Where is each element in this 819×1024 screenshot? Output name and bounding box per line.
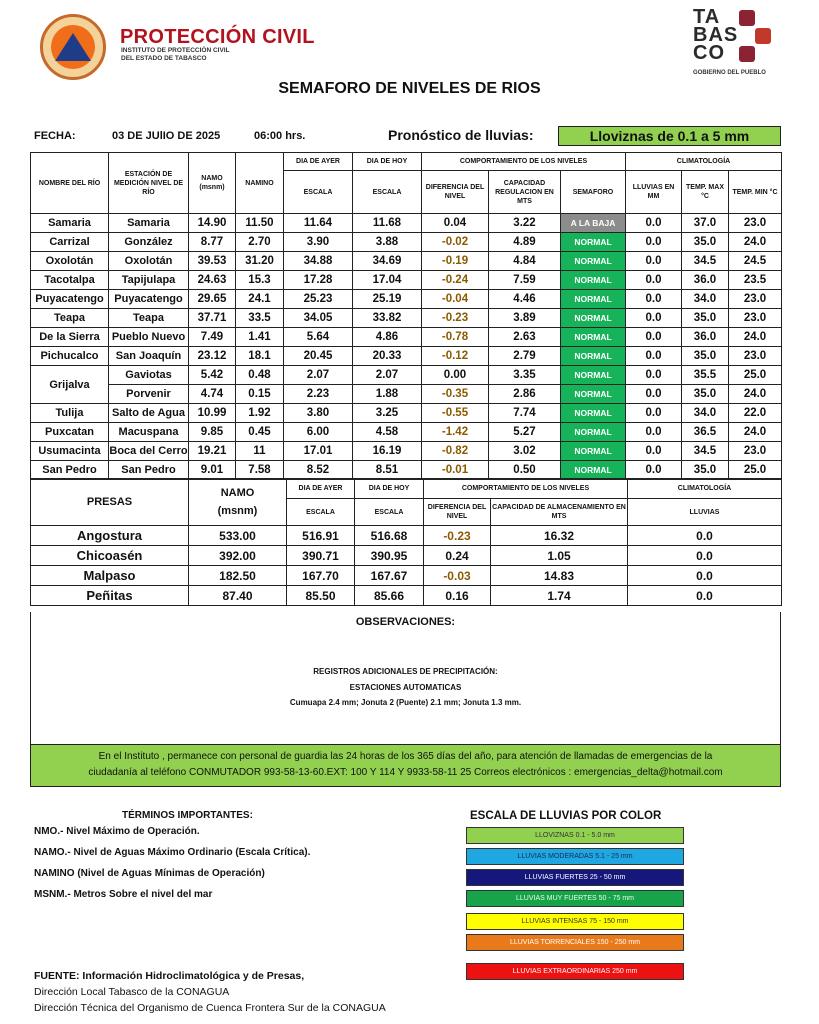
presa-row xyxy=(31,586,782,606)
rain-scale-item: LLUVIAS MODERADAS 5.1 - 25 mm xyxy=(466,848,684,865)
river-cell-cap: 7.59 xyxy=(489,271,561,290)
river-cell-hoy: 11.68 xyxy=(353,214,422,233)
river-row xyxy=(31,385,782,404)
term-namo: NAMO.- Nivel de Aguas Máximo Ordinario (Escala Crítica). xyxy=(34,847,311,858)
river-cell-estacion: Macuspana xyxy=(109,423,189,442)
river-cell-hoy: 4.58 xyxy=(353,423,422,442)
river-cell-ayer: 5.64 xyxy=(284,328,353,347)
col-diferencia: DIFERENCIA DEL NIVEL xyxy=(422,171,489,214)
river-cell-ayer: 34.05 xyxy=(284,309,353,328)
river-cell-namino: 18.1 xyxy=(236,347,284,366)
river-cell-tmin: 25.0 xyxy=(729,461,782,480)
river-cell-sem: NORMAL xyxy=(561,423,626,442)
river-cell-ayer: 20.45 xyxy=(284,347,353,366)
river-cell-estacion: González xyxy=(109,233,189,252)
river-cell-namino: 11.50 xyxy=(236,214,284,233)
river-cell-hoy: 3.88 xyxy=(353,233,422,252)
river-cell-namo: 23.12 xyxy=(189,347,236,366)
col-dia-hoy: DIA DE HOY xyxy=(353,153,422,171)
river-cell-cap: 3.89 xyxy=(489,309,561,328)
river-cell-rio: Tacotalpa xyxy=(31,271,109,290)
river-cell-dif: -0.82 xyxy=(422,442,489,461)
river-row xyxy=(31,328,782,347)
river-cell-hoy: 34.69 xyxy=(353,252,422,271)
river-cell-namo: 9.85 xyxy=(189,423,236,442)
river-cell-dif: -1.42 xyxy=(422,423,489,442)
river-cell-tmax: 36.0 xyxy=(682,271,729,290)
river-cell-hoy: 3.25 xyxy=(353,404,422,423)
col-lluvias: LLUVIAS EN MM xyxy=(626,171,682,214)
river-row xyxy=(31,271,782,290)
col-capacidad: CAPACIDAD REGULACION EN MTS xyxy=(489,171,561,214)
logo-square-icon xyxy=(755,28,771,44)
river-cell-namino: 1.92 xyxy=(236,404,284,423)
river-cell-sem: NORMAL xyxy=(561,347,626,366)
river-cell-hoy: 25.19 xyxy=(353,290,422,309)
river-cell-rio: Teapa xyxy=(31,309,109,328)
river-cell-hoy: 33.82 xyxy=(353,309,422,328)
river-cell-ll: 0.0 xyxy=(626,385,682,404)
river-cell-dif: -0.04 xyxy=(422,290,489,309)
river-cell-ll: 0.0 xyxy=(626,214,682,233)
river-cell-estacion: Salto de Agua xyxy=(109,404,189,423)
river-cell-namo: 4.74 xyxy=(189,385,236,404)
river-cell-rio: Puxcatan xyxy=(31,423,109,442)
river-cell-tmax: 35.0 xyxy=(682,461,729,480)
river-cell-estacion: San Joaquín xyxy=(109,347,189,366)
presa-cell-dif: 0.24 xyxy=(424,546,491,566)
presa-cell-dif: 0.16 xyxy=(424,586,491,606)
river-cell-ayer: 3.90 xyxy=(284,233,353,252)
river-cell-ll: 0.0 xyxy=(626,309,682,328)
proteccion-civil-seal-icon xyxy=(40,14,106,80)
river-cell-tmax: 34.0 xyxy=(682,404,729,423)
river-cell-cap: 7.74 xyxy=(489,404,561,423)
river-cell-rio: Samaria xyxy=(31,214,109,233)
river-cell-sem: NORMAL xyxy=(561,328,626,347)
page-header xyxy=(0,0,819,80)
river-cell-estacion: Oxolotán xyxy=(109,252,189,271)
col-dia-ayer: DIA DE AYER xyxy=(284,153,353,171)
river-row xyxy=(31,214,782,233)
river-cell-hoy: 4.86 xyxy=(353,328,422,347)
presa-cell-cap: 14.83 xyxy=(491,566,628,586)
river-cell-ayer: 17.28 xyxy=(284,271,353,290)
river-cell-ll: 0.0 xyxy=(626,366,682,385)
col-presa-climatologia: CLIMATOLOGÍA xyxy=(628,479,782,499)
col-presa-capacidad: CAPACIDAD DE ALMACENAMIENTO EN MTS xyxy=(491,499,628,526)
river-cell-ayer: 34.88 xyxy=(284,252,353,271)
river-row xyxy=(31,309,782,328)
col-semaforo: SEMAFORO xyxy=(561,171,626,214)
river-cell-dif: -0.78 xyxy=(422,328,489,347)
col-presas: PRESAS xyxy=(31,479,189,526)
fecha-value: 03 DE JUlIO DE 2025 xyxy=(112,130,221,142)
observaciones-line-3: Cumuapa 2.4 mm; Jonuta 2 (Puente) 2.1 mm; Jonuta 1.3 mm. xyxy=(289,698,522,707)
river-cell-tmax: 34.5 xyxy=(682,442,729,461)
river-cell-ll: 0.0 xyxy=(626,271,682,290)
col-presa-escala-ayer: ESCALA xyxy=(287,499,355,526)
river-cell-dif: -0.24 xyxy=(422,271,489,290)
river-cell-ll: 0.0 xyxy=(626,347,682,366)
col-presa-dia-ayer: DIA DE AYER xyxy=(287,479,355,499)
presa-cell-name: Peñitas xyxy=(31,586,189,606)
col-namo: NAMO (msnm) xyxy=(189,153,236,214)
river-cell-rio: Oxolotán xyxy=(31,252,109,271)
river-cell-namino: 2.70 xyxy=(236,233,284,252)
river-row xyxy=(31,252,782,271)
presa-cell-namo: 392.00 xyxy=(189,546,287,566)
river-cell-rio: Grijalva xyxy=(31,366,109,404)
river-cell-dif: 0.04 xyxy=(422,214,489,233)
river-cell-sem: A LA BAJA xyxy=(561,214,626,233)
col-climatologia: CLIMATOLOGÍA xyxy=(626,153,782,171)
presa-namo-label: NAMO xyxy=(220,487,255,499)
river-cell-dif: -0.23 xyxy=(422,309,489,328)
river-cell-rio: Pichucalco xyxy=(31,347,109,366)
presa-cell-ayer: 516.91 xyxy=(287,526,355,546)
river-cell-estacion: Gaviotas xyxy=(109,366,189,385)
river-cell-ayer: 2.07 xyxy=(284,366,353,385)
fuente-title: FUENTE: Información Hidroclimatológica y de Presas, xyxy=(34,970,305,982)
contact-notice xyxy=(30,744,781,787)
col-presa-comportamiento: COMPORTAMIENTO DE LOS NIVELES xyxy=(424,479,628,499)
river-cell-tmin: 23.5 xyxy=(729,271,782,290)
river-row xyxy=(31,423,782,442)
river-cell-hoy: 2.07 xyxy=(353,366,422,385)
river-cell-tmin: 23.0 xyxy=(729,214,782,233)
river-cell-rio: San Pedro xyxy=(31,461,109,480)
col-tmin: TEMP. MIN °C xyxy=(729,171,782,214)
river-cell-namo: 9.01 xyxy=(189,461,236,480)
rain-scale-item: LLUVIAS FUERTES 25 - 50 mm xyxy=(466,869,684,886)
river-cell-dif: -0.02 xyxy=(422,233,489,252)
river-cell-ayer: 8.52 xyxy=(284,461,353,480)
river-cell-namino: 0.45 xyxy=(236,423,284,442)
river-row xyxy=(31,404,782,423)
river-cell-dif: -0.55 xyxy=(422,404,489,423)
river-cell-cap: 3.02 xyxy=(489,442,561,461)
org-subtitle-line-1: INSTITUTO DE PROTECCIÓN CIVIL xyxy=(121,47,230,54)
river-cell-namino: 0.48 xyxy=(236,366,284,385)
river-cell-hoy: 1.88 xyxy=(353,385,422,404)
org-title: PROTECCIÓN CIVIL xyxy=(120,26,315,48)
river-cell-sem: NORMAL xyxy=(561,366,626,385)
river-cell-tmax: 35.0 xyxy=(682,385,729,404)
river-cell-cap: 2.63 xyxy=(489,328,561,347)
river-cell-cap: 0.50 xyxy=(489,461,561,480)
river-cell-tmin: 24.0 xyxy=(729,385,782,404)
river-cell-tmin: 24.0 xyxy=(729,423,782,442)
presa-cell-dif: -0.23 xyxy=(424,526,491,546)
river-cell-tmin: 23.0 xyxy=(729,347,782,366)
pronostico-value: Lloviznas de 0.1 a 5 mm xyxy=(558,126,781,146)
river-row xyxy=(31,461,782,480)
river-cell-tmax: 35.0 xyxy=(682,233,729,252)
river-cell-ll: 0.0 xyxy=(626,233,682,252)
river-cell-sem: NORMAL xyxy=(561,252,626,271)
river-cell-ayer: 17.01 xyxy=(284,442,353,461)
river-cell-ll: 0.0 xyxy=(626,290,682,309)
river-cell-namo: 39.53 xyxy=(189,252,236,271)
presas-table xyxy=(30,478,782,606)
river-cell-sem: NORMAL xyxy=(561,442,626,461)
presa-cell-ll: 0.0 xyxy=(628,586,782,606)
river-cell-namo: 10.99 xyxy=(189,404,236,423)
river-cell-dif: -0.01 xyxy=(422,461,489,480)
river-cell-ayer: 6.00 xyxy=(284,423,353,442)
river-cell-tmax: 36.5 xyxy=(682,423,729,442)
river-cell-tmax: 36.0 xyxy=(682,328,729,347)
river-cell-estacion: Puyacatengo xyxy=(109,290,189,309)
river-cell-ll: 0.0 xyxy=(626,442,682,461)
presa-cell-namo: 533.00 xyxy=(189,526,287,546)
river-cell-tmin: 24.0 xyxy=(729,233,782,252)
presa-cell-hoy: 85.66 xyxy=(355,586,424,606)
term-msnm: MSNM.- Metros Sobre el nivel del mar xyxy=(34,889,213,900)
presa-cell-ayer: 167.70 xyxy=(287,566,355,586)
river-cell-rio: Carrizal xyxy=(31,233,109,252)
presa-cell-name: Malpaso xyxy=(31,566,189,586)
col-comportamiento: COMPORTAMIENTO DE LOS NIVELES xyxy=(422,153,626,171)
river-cell-tmax: 35.0 xyxy=(682,347,729,366)
rain-scale-item: LLUVIAS EXTRAORDINARIAS 250 mm xyxy=(466,963,684,980)
river-cell-sem: NORMAL xyxy=(561,309,626,328)
tabasco-logo xyxy=(693,8,773,78)
river-cell-sem: NORMAL xyxy=(561,290,626,309)
presa-row xyxy=(31,526,782,546)
river-cell-ayer: 11.64 xyxy=(284,214,353,233)
river-cell-namino: 24.1 xyxy=(236,290,284,309)
river-cell-namino: 1.41 xyxy=(236,328,284,347)
river-row xyxy=(31,290,782,309)
river-cell-namo: 5.42 xyxy=(189,366,236,385)
presa-cell-hoy: 390.95 xyxy=(355,546,424,566)
logo-square-icon xyxy=(739,10,755,26)
river-cell-tmin: 23.0 xyxy=(729,290,782,309)
river-cell-namino: 31.20 xyxy=(236,252,284,271)
logo-line-2: BAS xyxy=(693,24,739,46)
river-cell-cap: 4.46 xyxy=(489,290,561,309)
river-cell-tmin: 23.0 xyxy=(729,442,782,461)
river-cell-ll: 0.0 xyxy=(626,461,682,480)
river-cell-namino: 33.5 xyxy=(236,309,284,328)
fuente-section xyxy=(34,970,386,1018)
presa-cell-ayer: 85.50 xyxy=(287,586,355,606)
river-cell-sem: NORMAL xyxy=(561,233,626,252)
river-cell-cap: 2.79 xyxy=(489,347,561,366)
term-namino: NAMINO (Nivel de Aguas Mínimas de Operación) xyxy=(34,868,265,879)
logo-square-icon xyxy=(739,46,755,62)
river-cell-hoy: 20.33 xyxy=(353,347,422,366)
river-cell-tmin: 23.0 xyxy=(729,309,782,328)
river-cell-cap: 5.27 xyxy=(489,423,561,442)
contact-notice-line-1: En el Instituto , permanece con personal de guardia las 24 horas de los 365 días del año, para atención de llamadas de emergencias de la xyxy=(98,751,713,762)
presa-msnm-label: (msnm) xyxy=(217,505,258,517)
river-cell-estacion: San Pedro xyxy=(109,461,189,480)
presa-row xyxy=(31,546,782,566)
col-presa-dia-hoy: DIA DE HOY xyxy=(355,479,424,499)
presa-cell-namo: 87.40 xyxy=(189,586,287,606)
river-cell-estacion: Porvenir xyxy=(109,385,189,404)
presa-cell-ll: 0.0 xyxy=(628,566,782,586)
river-cell-rio: Tulija xyxy=(31,404,109,423)
col-nombre: NOMBRE DEL RÍO xyxy=(31,153,109,214)
river-cell-ll: 0.0 xyxy=(626,252,682,271)
presa-cell-name: Angostura xyxy=(31,526,189,546)
logo-line-3: CO xyxy=(693,42,725,64)
river-cell-ayer: 25.23 xyxy=(284,290,353,309)
presa-cell-hoy: 516.68 xyxy=(355,526,424,546)
river-cell-ll: 0.0 xyxy=(626,404,682,423)
presa-cell-ll: 0.0 xyxy=(628,546,782,566)
col-escala-hoy: ESCALA xyxy=(353,171,422,214)
river-cell-namino: 7.58 xyxy=(236,461,284,480)
logo-line-1: TA xyxy=(693,6,721,28)
river-cell-cap: 3.22 xyxy=(489,214,561,233)
presa-row xyxy=(31,566,782,586)
river-cell-tmax: 34.0 xyxy=(682,290,729,309)
river-cell-estacion: Boca del Cerro xyxy=(109,442,189,461)
river-cell-tmax: 35.5 xyxy=(682,366,729,385)
river-cell-ayer: 2.23 xyxy=(284,385,353,404)
river-cell-namino: 0.15 xyxy=(236,385,284,404)
rain-scale-item: LLUVIAS TORRENCIALES 150 - 250 mm xyxy=(466,934,684,951)
river-cell-namo: 37.71 xyxy=(189,309,236,328)
presa-cell-cap: 16.32 xyxy=(491,526,628,546)
river-cell-tmax: 37.0 xyxy=(682,214,729,233)
river-cell-namo: 8.77 xyxy=(189,233,236,252)
org-subtitle-line-2: DEL ESTADO DE TABASCO xyxy=(121,55,207,62)
river-cell-estacion: Teapa xyxy=(109,309,189,328)
presa-cell-name: Chicoasén xyxy=(31,546,189,566)
presa-cell-hoy: 167.67 xyxy=(355,566,424,586)
page-title: SEMAFORO DE NIVELES DE RIOS xyxy=(278,80,541,97)
river-cell-namino: 15.3 xyxy=(236,271,284,290)
river-cell-sem: NORMAL xyxy=(561,404,626,423)
col-presa-escala-hoy: ESCALA xyxy=(355,499,424,526)
river-row xyxy=(31,366,782,385)
river-cell-sem: NORMAL xyxy=(561,385,626,404)
river-cell-ayer: 3.80 xyxy=(284,404,353,423)
river-cell-namino: 11 xyxy=(236,442,284,461)
fecha-label: FECHA: xyxy=(34,130,76,142)
hora-value: 06:00 hrs. xyxy=(254,130,306,142)
rain-scale-title: ESCALA DE LLUVIAS POR COLOR xyxy=(470,810,662,822)
river-cell-rio: Puyacatengo xyxy=(31,290,109,309)
river-cell-namo: 7.49 xyxy=(189,328,236,347)
river-row xyxy=(31,347,782,366)
col-estacion: ESTACIÓN DE MEDICIÓN NIVEL DE RÍO xyxy=(109,153,189,214)
org-subtitle xyxy=(121,47,261,63)
river-cell-hoy: 8.51 xyxy=(353,461,422,480)
river-cell-dif: -0.12 xyxy=(422,347,489,366)
contact-notice-line-2: ciudadanía al teléfono CONMUTADOR 993-58-13-60.EXT: 100 Y 114 Y 9933-58-11 25 Correos electrónicos : emergencias_delta@hotmail.com xyxy=(88,767,723,778)
rain-scale-item: LLUVIAS INTENSAS 75 - 150 mm xyxy=(466,913,684,930)
observaciones-line-2: ESTACIONES AUTOMATICAS xyxy=(349,683,462,692)
river-cell-cap: 2.86 xyxy=(489,385,561,404)
river-cell-estacion: Tapijulapa xyxy=(109,271,189,290)
river-cell-cap: 4.84 xyxy=(489,252,561,271)
river-cell-hoy: 17.04 xyxy=(353,271,422,290)
river-cell-tmin: 22.0 xyxy=(729,404,782,423)
term-nmo: NMO.- Nivel Máximo de Operación. xyxy=(34,826,200,837)
rain-scale-item: LLOVIZNAS 0.1 - 5.0 mm xyxy=(466,827,684,844)
river-cell-estacion: Samaria xyxy=(109,214,189,233)
col-presa-namo xyxy=(189,479,287,526)
river-row xyxy=(31,233,782,252)
river-cell-cap: 3.35 xyxy=(489,366,561,385)
river-cell-ll: 0.0 xyxy=(626,423,682,442)
river-cell-namo: 14.90 xyxy=(189,214,236,233)
terms-title: TÉRMINOS IMPORTANTES: xyxy=(122,810,253,821)
col-escala-ayer: ESCALA xyxy=(284,171,353,214)
river-cell-namo: 29.65 xyxy=(189,290,236,309)
river-cell-namo: 19.21 xyxy=(189,442,236,461)
col-namino: NAMINO xyxy=(236,153,284,214)
river-row xyxy=(31,442,782,461)
river-cell-cap: 4.89 xyxy=(489,233,561,252)
presa-cell-cap: 1.05 xyxy=(491,546,628,566)
river-cell-tmax: 35.0 xyxy=(682,309,729,328)
observaciones-line-1: REGISTROS ADICIONALES DE PRECIPITACIÓN: xyxy=(313,667,498,676)
rivers-table xyxy=(30,152,782,480)
presa-cell-namo: 182.50 xyxy=(189,566,287,586)
river-cell-sem: NORMAL xyxy=(561,271,626,290)
fuente-line-1: Dirección Local Tabasco de la CONAGUA xyxy=(34,986,230,998)
col-tmax: TEMP. MAX °C xyxy=(682,171,729,214)
river-cell-dif: 0.00 xyxy=(422,366,489,385)
col-presa-diferencia: DIFERENCIA DEL NIVEL xyxy=(424,499,491,526)
river-cell-hoy: 16.19 xyxy=(353,442,422,461)
presa-cell-dif: -0.03 xyxy=(424,566,491,586)
river-cell-rio: Usumacinta xyxy=(31,442,109,461)
rain-scale-item: LLUVIAS MUY FUERTES 50 - 75 mm xyxy=(466,890,684,907)
river-cell-rio: De la Sierra xyxy=(31,328,109,347)
fuente-line-2: Dirección Técnica del Organismo de Cuenca Frontera Sur de la CONAGUA xyxy=(34,1002,386,1014)
logo-subtitle: GOBIERNO DEL PUEBLO xyxy=(693,70,766,76)
presa-cell-ll: 0.0 xyxy=(628,526,782,546)
river-cell-tmin: 24.0 xyxy=(729,328,782,347)
col-presa-lluvias: LLUVIAS xyxy=(628,499,782,526)
river-cell-tmax: 34.5 xyxy=(682,252,729,271)
observaciones-title: OBSERVACIONES: xyxy=(355,616,456,628)
presa-cell-cap: 1.74 xyxy=(491,586,628,606)
river-cell-tmin: 24.5 xyxy=(729,252,782,271)
river-cell-estacion: Pueblo Nuevo xyxy=(109,328,189,347)
river-cell-tmin: 25.0 xyxy=(729,366,782,385)
river-cell-ll: 0.0 xyxy=(626,328,682,347)
pronostico-label: Pronóstico de lluvias: xyxy=(388,127,534,143)
river-cell-sem: NORMAL xyxy=(561,461,626,480)
presa-cell-ayer: 390.71 xyxy=(287,546,355,566)
observaciones-box xyxy=(30,612,781,746)
river-cell-namo: 24.63 xyxy=(189,271,236,290)
river-cell-dif: -0.35 xyxy=(422,385,489,404)
river-cell-dif: -0.19 xyxy=(422,252,489,271)
